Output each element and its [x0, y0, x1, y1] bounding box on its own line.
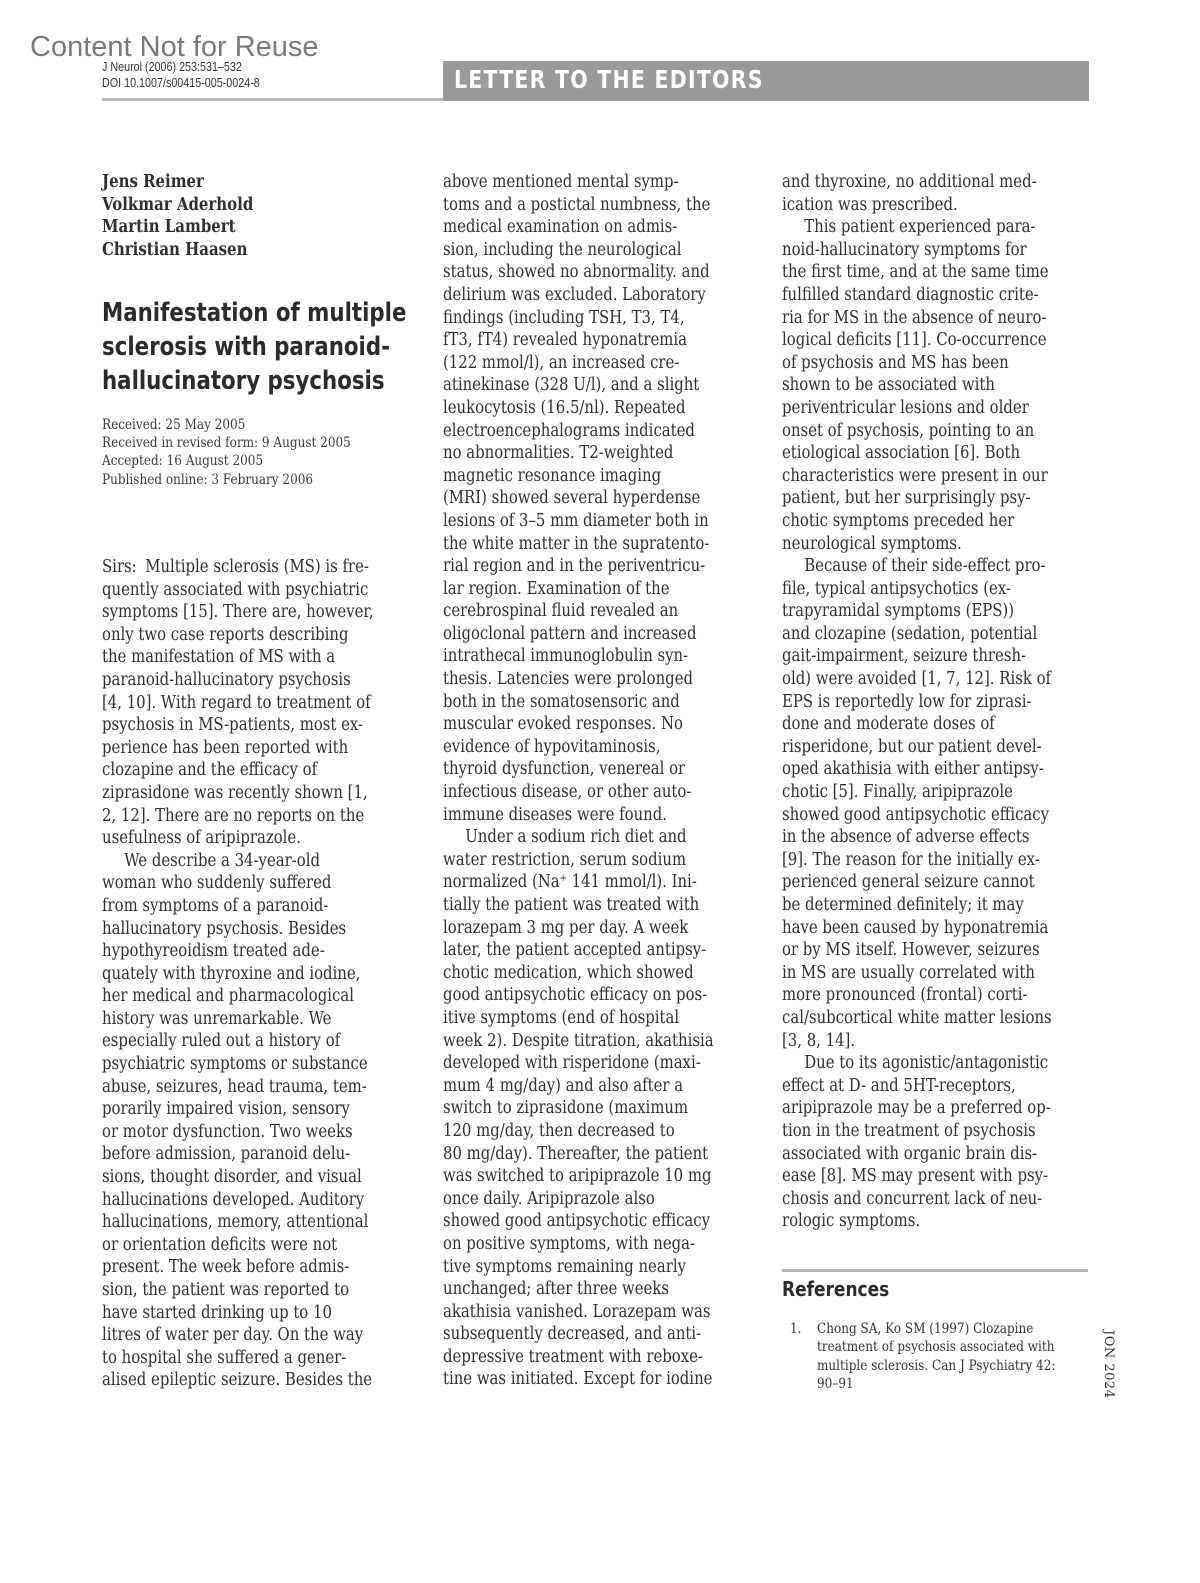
- body-line: mum 4 mg/day) and also after a: [443, 1075, 684, 1096]
- body-line: more pronounced (frontal) corti-: [782, 985, 1028, 1006]
- body-line: We describe a 34-year-old: [124, 850, 320, 871]
- body-line: gait-impairment, seizure thresh-: [782, 646, 1027, 667]
- body-line: no abnormalities. T2-weighted: [443, 443, 674, 464]
- body-line: to hospital she suffered a gener-: [102, 1347, 347, 1368]
- body-line: characteristics were present in our: [782, 465, 1048, 486]
- body-line: alised epileptic seizure. Besides the: [102, 1370, 373, 1391]
- body-line: ication was prescribed.: [782, 194, 958, 215]
- body-line: [3, 8, 14].: [782, 1030, 856, 1051]
- body-line: developed with risperidone (maxi-: [443, 1053, 701, 1074]
- body-line: thesis. Latencies were prolonged: [443, 669, 694, 690]
- author: Jens Reimer: [102, 172, 204, 192]
- date-accepted: Accepted: 16 August 2005: [102, 453, 264, 470]
- body-line: 2, 12]. There are no reports on the: [102, 805, 365, 826]
- body-column-1: [102, 556, 420, 1392]
- body-line: [443, 871, 714, 894]
- body-line: periventricular lesions and older: [782, 397, 1029, 418]
- body-line: muscular evoked responses. No: [443, 714, 683, 735]
- body-line: aripiprazole may be a preferred op-: [782, 1098, 1051, 1119]
- body-line: rologic symptoms.: [782, 1211, 921, 1232]
- body-line: and clozapine (sedation, potential: [782, 623, 1038, 644]
- body-line: medical examination on admis-: [443, 217, 678, 238]
- body-line: above mentioned mental symp-: [443, 172, 679, 192]
- body-line: oped akathisia with either antipsy-: [782, 759, 1044, 780]
- body-line: of psychosis and MS has been: [782, 352, 1009, 373]
- body-line: findings (including TSH, T3, T4,: [443, 307, 685, 328]
- body-line: quately with thyroxine and iodine,: [102, 963, 361, 984]
- body-line: Due to its agonistic/antagonistic: [804, 1053, 1049, 1074]
- body-line: tially the patient was treated with: [443, 895, 700, 915]
- body-line: delirium was excluded. Laboratory: [443, 284, 706, 305]
- body-line: subsequently decreased, and anti-: [443, 1324, 702, 1345]
- body-line: logical deficits [11]. Co-occurrence: [782, 330, 1047, 351]
- body-line: onset of psychosis, pointing to an: [782, 420, 1035, 441]
- body-line: have been caused by hyponatremia: [782, 917, 1049, 938]
- reference-line: treatment of psychosis associated with: [817, 1339, 1055, 1356]
- body-line: done and moderate doses of: [782, 714, 995, 735]
- body-line: risperidone, but our patient devel-: [782, 736, 1042, 757]
- body-line: toms and a postictal numbness, the: [443, 194, 711, 215]
- body-text: 141 mmol/l). Ini-: [566, 872, 697, 893]
- body-line: tine was initiated. Except for iodine: [443, 1369, 713, 1390]
- body-line: psychiatric symptoms or substance: [102, 1054, 368, 1075]
- body-line: be determined definitely; it may: [782, 895, 1024, 915]
- body-line: oligoclonal pattern and increased: [443, 623, 697, 644]
- body-line: only two case reports describing: [102, 624, 349, 645]
- body-line: the manifestation of MS with a: [102, 647, 336, 668]
- body-line: hallucinatory psychosis. Besides: [102, 918, 347, 939]
- body-line: usefulness of aripiprazole.: [102, 828, 301, 849]
- body-line: hallucinations, memory, attentional: [102, 1212, 369, 1233]
- body-line: fT3, fT4) revealed hyponatremia: [443, 330, 688, 351]
- body-line: psychosis in MS-patients, most ex-: [102, 715, 364, 736]
- body-line: leukocytosis (16.5/nl). Repeated: [443, 397, 686, 418]
- journal-citation: J Neurol (2006) 253:531–532: [102, 60, 242, 74]
- body-line: old) were avoided [1, 7, 12]. Risk of: [782, 669, 1052, 690]
- body-line: etiological association [6]. Both: [782, 443, 1021, 464]
- body-line: showed good antipsychotic efficacy: [443, 1211, 711, 1232]
- body-line: cal/subcortical white matter lesions: [782, 1007, 1052, 1028]
- body-line: thyroid dysfunction, venereal or: [443, 759, 686, 780]
- body-line: infectious disease, or other auto-: [443, 782, 692, 803]
- body-line: noid-hallucinatory symptoms for: [782, 239, 1027, 260]
- body-line: lesions of 3–5 mm diameter both in: [443, 510, 709, 531]
- reference-number: 1.: [790, 1321, 802, 1337]
- side-code: JON 2024: [1101, 1330, 1116, 1399]
- body-line: status, showed no abnormality. and: [443, 262, 710, 283]
- body-line: unchanged; after three weeks: [443, 1279, 670, 1300]
- body-line: chotic medication, which showed: [443, 962, 694, 983]
- body-line: cerebrospinal fluid revealed an: [443, 601, 679, 622]
- body-line: in the absence of adverse effects: [782, 827, 1030, 848]
- body-line: perience has been reported with: [102, 737, 349, 758]
- body-line: lorazepam 3 mg per day. A week: [443, 917, 689, 938]
- body-line: patient, but her surprisingly psy-: [782, 488, 1031, 509]
- body-line: the white matter in the supratento-: [443, 533, 710, 554]
- date-revised: Received in revised form: 9 August 2005: [102, 435, 351, 452]
- body-line: itive symptoms (end of hospital: [443, 1007, 680, 1028]
- body-line: immune diseases were found.: [443, 804, 668, 825]
- author: Martin Lambert: [102, 217, 236, 238]
- body-line: (MRI) showed several hyperdense: [443, 488, 701, 509]
- body-line: electroencephalograms indicated: [443, 420, 695, 441]
- body-line: switch to ziprasidone (maximum: [443, 1098, 689, 1119]
- body-line: porarily impaired vision, sensory: [102, 1099, 350, 1120]
- date-published: Published online: 3 February 2006: [102, 471, 314, 488]
- references-divider: [782, 1269, 1088, 1272]
- body-line: effect at D- and 5HT-receptors,: [782, 1075, 1016, 1096]
- body-line: week 2). Despite titration, akathisia: [443, 1030, 714, 1051]
- body-line: evidence of hypovitaminosis,: [443, 736, 661, 757]
- body-line: shown to be associated with: [782, 375, 995, 396]
- body-line: quently associated with psychiatric: [102, 579, 369, 600]
- body-line: before admission, paranoid delu-: [102, 1144, 351, 1165]
- date-received: Received: 25 May 2005: [102, 417, 246, 433]
- body-line: ria for MS in the absence of neuro-: [782, 307, 1047, 328]
- body-line: tion in the treatment of psychosis: [782, 1120, 1036, 1141]
- body-line: ziprasidone was recently shown [1,: [102, 782, 368, 803]
- body-line: akathisia vanished. Lorazepam was: [443, 1301, 711, 1322]
- body-line: symptoms [15]. There are, however,: [102, 602, 374, 623]
- body-line: litres of water per day. On the way: [102, 1325, 364, 1346]
- body-text: normalized (Na: [443, 872, 560, 893]
- section-label: LETTER TO THE EDITORS: [454, 65, 764, 94]
- body-line: perienced general seizure cannot: [782, 872, 1035, 893]
- section-banner: [443, 61, 1089, 101]
- body-line: 120 mg/day, then decreased to: [443, 1120, 675, 1141]
- doi-link[interactable]: DOI 10.1007/s00415-005-0024-8: [102, 76, 260, 90]
- body-line: especially ruled out a history of: [102, 1031, 341, 1052]
- body-line: [4, 10]. With regard to treatment of: [102, 692, 371, 713]
- body-line: [102, 556, 374, 579]
- body-line: sion, including the neurological: [443, 239, 682, 260]
- body-line: depressive treatment with reboxe-: [443, 1346, 703, 1367]
- reference-text: [817, 1320, 1094, 1393]
- references-heading: References: [782, 1277, 890, 1301]
- body-line: once daily. Aripiprazole also: [443, 1188, 655, 1209]
- body-line: later, the patient accepted antipsy-: [443, 940, 707, 961]
- superscript: +: [559, 873, 567, 885]
- header-divider: [102, 98, 444, 101]
- body-line: or by MS itself. However, seizures: [782, 940, 1040, 961]
- body-line: rial region and in the periventricu-: [443, 556, 706, 577]
- body-line: This patient experienced para-: [804, 217, 1036, 238]
- body-line: abuse, seizures, head trauma, tem-: [102, 1076, 367, 1097]
- body-line: or motor dysfunction. Two weeks: [102, 1121, 353, 1142]
- reference-line: multiple sclerosis. Can J Psychiatry 42:: [817, 1357, 1056, 1374]
- body-line: the first time, and at the same time: [782, 262, 1049, 283]
- body-line: EPS is reportedly low for ziprasi-: [782, 691, 1032, 712]
- body-line: magnetic resonance imaging: [443, 465, 662, 486]
- body-line: showed good antipsychotic efficacy: [782, 804, 1050, 825]
- body-line: chotic [5]. Finally, aripiprazole: [782, 782, 1013, 803]
- reference-line: Chong SA, Ko SM (1997) Clozapine: [817, 1321, 1034, 1337]
- author-list: [102, 171, 278, 261]
- body-line: her medical and pharmacological: [102, 986, 354, 1007]
- body-line: neurological symptoms.: [782, 533, 962, 554]
- body-column-2: [443, 171, 759, 1391]
- author: Christian Haasen: [102, 239, 248, 260]
- body-line: trapyramidal symptoms (EPS)): [782, 601, 1015, 622]
- body-text: Multiple sclerosis (MS) is fre-: [145, 557, 369, 577]
- body-line: history was unremarkable. We: [102, 1008, 332, 1029]
- body-line: paranoid-hallucinatory psychosis: [102, 669, 351, 690]
- title-line: hallucinatory psychosis: [102, 366, 385, 396]
- salutation: Sirs:: [102, 557, 137, 577]
- body-line: woman who suddenly suffered: [102, 873, 332, 894]
- title-line: Manifestation of multiple: [102, 298, 407, 328]
- body-line: in MS are usually correlated with: [782, 962, 1035, 983]
- body-line: associated with organic brain dis-: [782, 1143, 1038, 1164]
- body-line: Under a sodium rich diet and: [465, 827, 687, 848]
- body-line: good antipsychotic efficacy on pos-: [443, 985, 708, 1006]
- author: Volkmar Aderhold: [102, 194, 254, 215]
- body-column-3: [782, 171, 1097, 1233]
- journal-reference: [102, 59, 260, 91]
- body-line: 80 mg/day). Thereafter, the patient: [443, 1143, 709, 1164]
- body-line: Because of their side-effect pro-: [804, 556, 1046, 577]
- body-line: chosis and concurrent lack of neu-: [782, 1188, 1043, 1209]
- body-line: hallucinations developed. Auditory: [102, 1189, 365, 1210]
- watermark: Content Not for Reuse: [30, 31, 319, 63]
- body-line: atinekinase (328 U/l), and a slight: [443, 375, 700, 396]
- body-line: water restriction, serum sodium: [443, 849, 687, 870]
- body-line: sion, the patient was reported to: [102, 1280, 350, 1300]
- body-line: chotic symptoms preceded her: [782, 510, 1015, 531]
- body-line: was switched to aripiprazole 10 mg: [443, 1166, 712, 1187]
- body-line: and thyroxine, no additional med-: [782, 172, 1037, 192]
- body-line: or orientation deficits were not: [102, 1234, 338, 1255]
- body-line: intrathecal immunoglobulin syn-: [443, 646, 689, 667]
- title-line: sclerosis with paranoid-: [102, 332, 390, 362]
- body-line: file, typical antipsychotics (ex-: [782, 578, 1011, 599]
- body-line: ease [8]. MS may present with psy-: [782, 1166, 1049, 1187]
- references-list: [790, 1320, 1094, 1393]
- body-line: on positive symptoms, with nega-: [443, 1233, 696, 1254]
- body-line: sions, thought disorder, and visual: [102, 1167, 362, 1188]
- reference-line: 90–91: [817, 1375, 854, 1392]
- body-line: hypothyreoidism treated ade-: [102, 941, 325, 962]
- body-line: tive symptoms remaining nearly: [443, 1256, 686, 1277]
- body-line: fulfilled standard diagnostic crite-: [782, 284, 1039, 305]
- body-line: have started drinking up to 10: [102, 1302, 332, 1323]
- body-line: lar region. Examination of the: [443, 578, 670, 599]
- body-line: both in the somatosensoric and: [443, 691, 680, 712]
- body-line: clozapine and the efficacy of: [102, 760, 318, 781]
- reference-item: [790, 1320, 1094, 1393]
- body-line: (122 mmol/l), an increased cre-: [443, 352, 680, 373]
- body-line: [9]. The reason for the initially ex-: [782, 849, 1040, 870]
- article-title: [102, 296, 473, 398]
- body-line: from symptoms of a paranoid-: [102, 895, 329, 916]
- body-line: present. The week before admis-: [102, 1257, 350, 1278]
- article-dates: [102, 416, 391, 489]
